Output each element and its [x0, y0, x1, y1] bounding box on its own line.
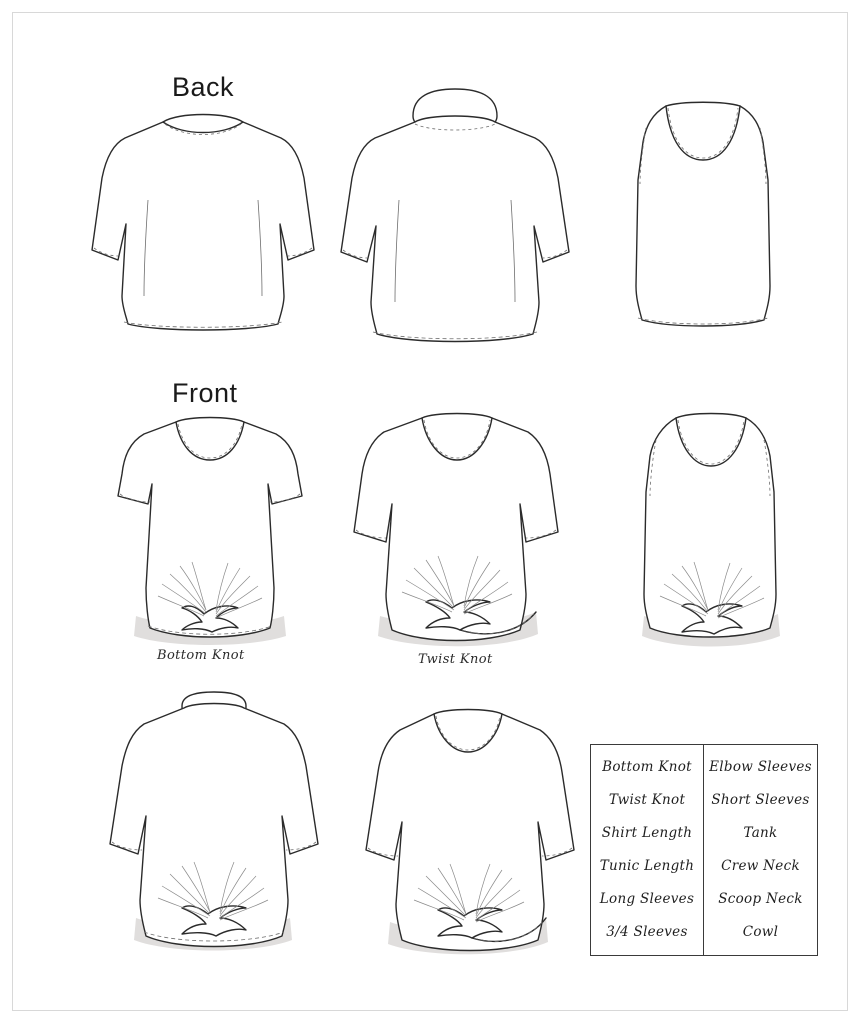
legend-item: Crew Neck [721, 858, 800, 875]
garment-back-long-sleeve-cowl-tunic [335, 86, 575, 354]
row-label-back: Back [172, 72, 235, 102]
garment-back-long-sleeve-crew [88, 100, 318, 350]
legend-item: Scoop Neck [718, 891, 803, 908]
garment-front-tank-bottom-knot [616, 408, 806, 658]
legend-item: Elbow Sleeves [709, 759, 812, 776]
legend-item: Long Sleeves [599, 891, 695, 908]
legend-item: 3/4 Sleeves [606, 924, 688, 941]
garment-front-long-sleeve-cowl-bottom-knot [98, 692, 334, 968]
legend-item: Shirt Length [601, 825, 693, 842]
legend-column-left [591, 745, 704, 955]
garment-front-three-quarter-sleeve-twist-knot [340, 404, 570, 659]
garment-front-long-sleeve-crew-twist-knot [348, 698, 586, 970]
row-label-front: Front [172, 378, 238, 408]
style-label-bottom-knot-1: Bottom Knot [157, 648, 245, 663]
garment-front-short-sleeve-bottom-knot [100, 408, 320, 658]
legend-item: Tunic Length [599, 858, 695, 875]
garment-back-tank [608, 98, 798, 338]
legend-box [590, 744, 818, 956]
legend-item: Twist Knot [608, 792, 686, 809]
style-label-twist-knot-1: Twist Knot [418, 652, 493, 667]
legend-item: Short Sleeves [711, 792, 810, 809]
legend-column-right [704, 745, 817, 955]
legend-item: Tank [743, 825, 778, 842]
legend-item: Cowl [742, 924, 779, 941]
legend-item: Bottom Knot [602, 759, 692, 776]
